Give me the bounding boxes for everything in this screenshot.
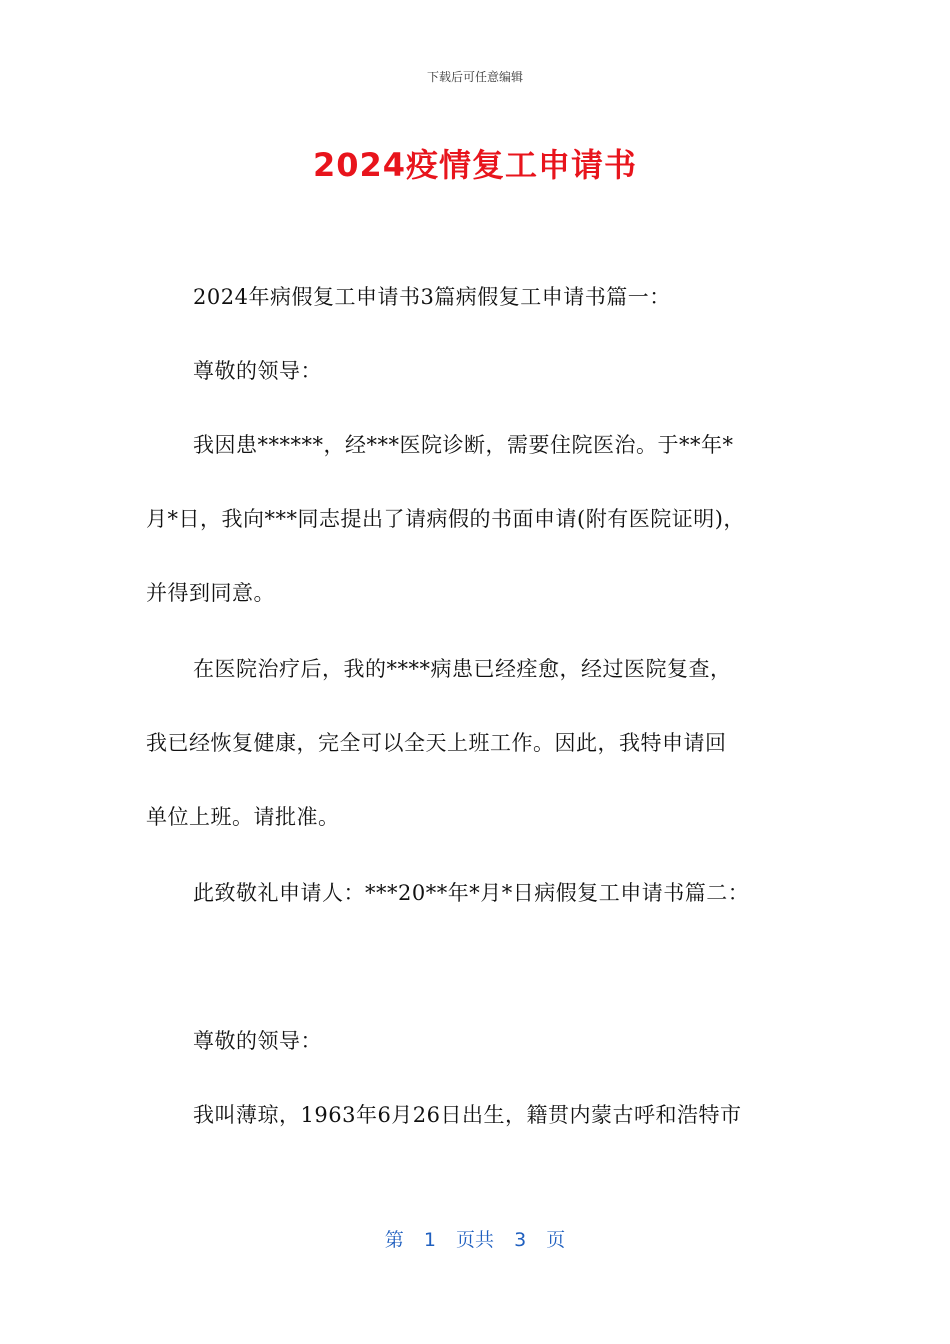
paragraph-line: 我因患******，经***医院诊断，需要住院医治。于**年* (193, 433, 734, 457)
page-number-label: 第 1 页共 3 页 (384, 1229, 566, 1251)
paragraph-line: 并得到同意。 (146, 581, 275, 605)
paragraph-line: 尊敬的领导： (193, 1029, 322, 1053)
paragraph-line: 我叫薄琼，1963年6月26日出生，籍贯内蒙古呼和浩特市 (193, 1103, 742, 1127)
paragraph-line: 我已经恢复健康，完全可以全天上班工作。因此，我特申请回 (146, 731, 727, 755)
document-title: 2024疫情复工申请书 (312, 146, 638, 184)
paragraph-line: 2024年病假复工申请书3篇病假复工申请书篇一： (193, 285, 671, 309)
paragraph-line: 单位上班。请批准。 (146, 805, 340, 829)
paragraph-line: 尊敬的领导： (193, 359, 322, 383)
paragraph-line: 此致敬礼申请人：***20**年*月*日病假复工申请书篇二： (193, 881, 750, 905)
page-footer (0, 1225, 950, 1252)
paragraph-line: 在医院治疗后，我的****病患已经痊愈，经过医院复查， (193, 657, 732, 681)
paragraph-line: 月*日，我向***同志提出了请病假的书面申请(附有医院证明)， (146, 507, 745, 531)
header-note: 下载后可任意编辑 (426, 70, 523, 84)
